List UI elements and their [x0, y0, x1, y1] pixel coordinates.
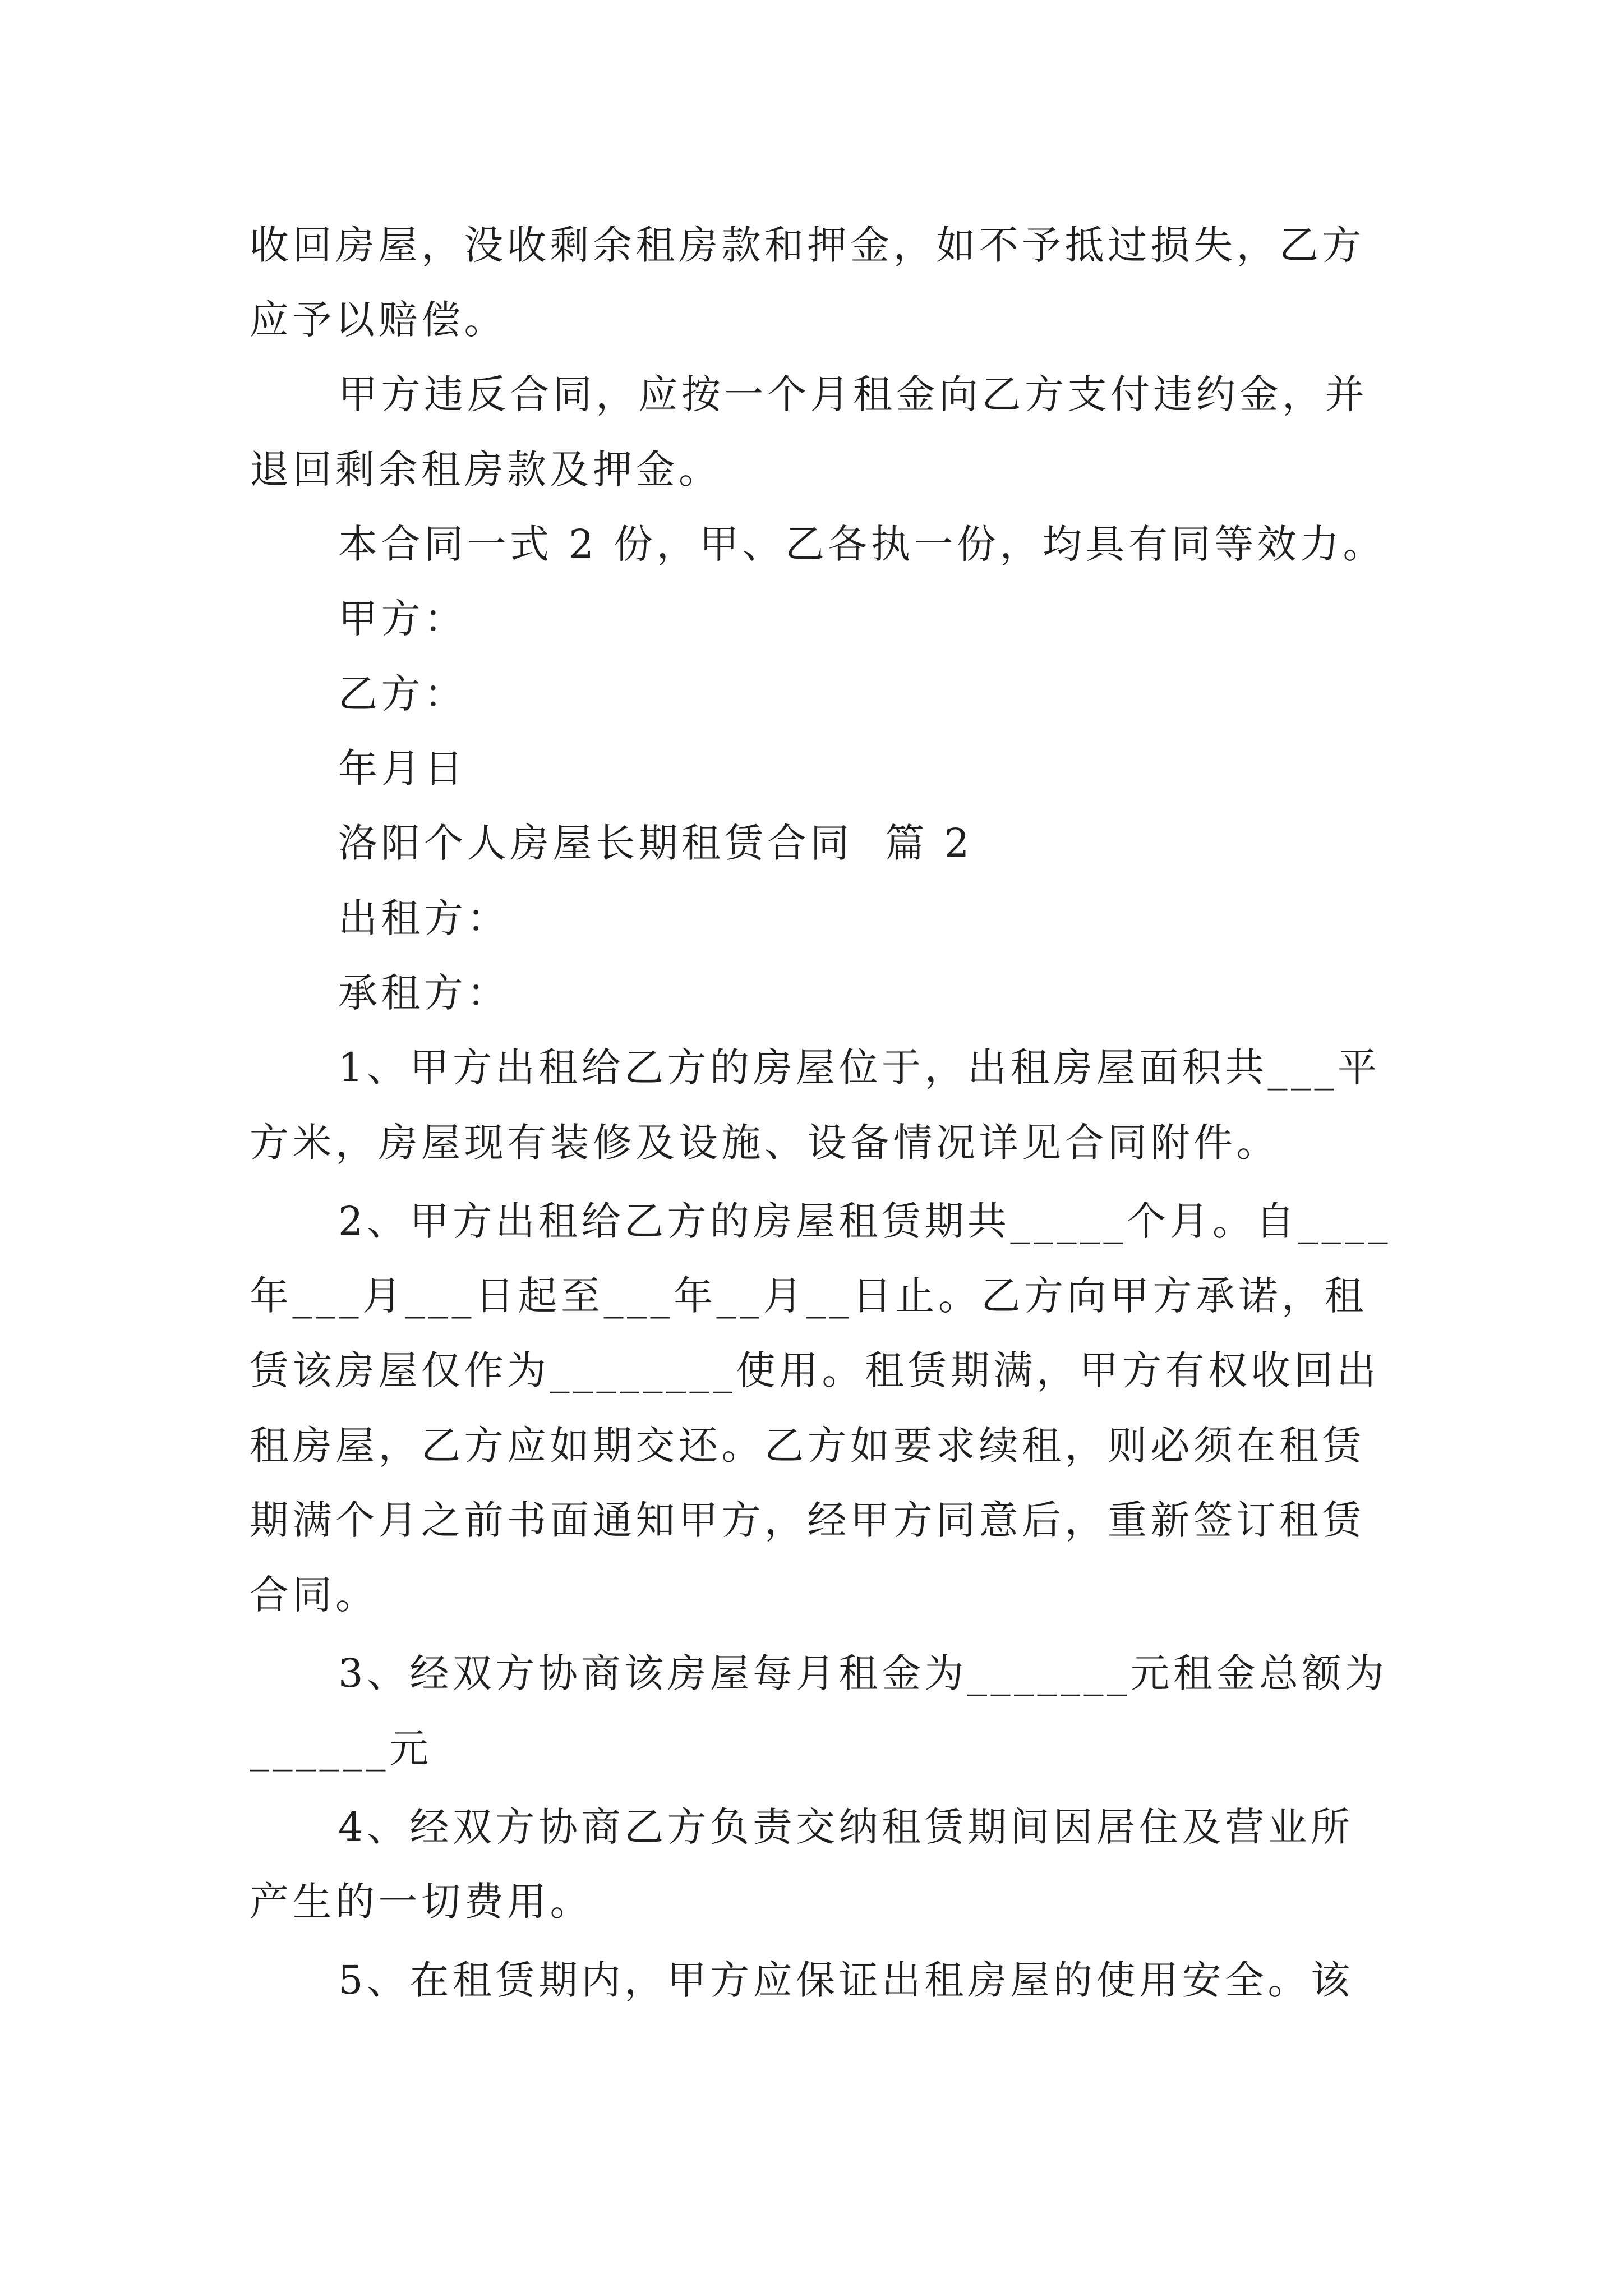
clause-5-line: 5、在租赁期内，甲方应保证出租房屋的使用安全。该: [338, 1957, 1354, 2003]
clause-2-line: 合同。: [250, 1572, 379, 1618]
text-line: 应予以赔偿。: [250, 297, 507, 343]
party-b-label: 乙方：: [338, 671, 467, 717]
party-a-label: 甲方：: [338, 596, 467, 642]
clause-2-line: 年___月___日起至___年__月__日止。乙方向甲方承诺，租: [250, 1273, 1367, 1319]
text-line: 甲方违反合同，应按一个月租金向乙方支付违约金，并: [338, 371, 1368, 417]
clause-3-line: ______元: [250, 1726, 432, 1772]
text-line: 退回剩余租房款及押金。: [250, 447, 722, 493]
text-line: 收回房屋，没收剩余租房款和押金，如不予抵过损失，乙方: [250, 222, 1365, 268]
date-label: 年月日: [338, 746, 467, 792]
lessee-label: 承租方：: [338, 970, 510, 1016]
clause-2-line: 赁该房屋仅作为________使用。租赁期满，甲方有权收回出: [250, 1347, 1380, 1393]
clause-2-line: 2、甲方出租给乙方的房屋租赁期共_____个月。自____: [338, 1198, 1392, 1244]
clause-4-line: 产生的一切费用。: [250, 1879, 593, 1925]
clause-1-line: 方米，房屋现有装修及设施、设备情况详见合同附件。: [250, 1120, 1279, 1166]
clause-1-line: 1、甲方出租给乙方的房屋位于，出租房屋面积共___平: [338, 1045, 1381, 1091]
clause-2-line: 租房屋，乙方应如期交还。乙方如要求续租，则必须在租赁: [250, 1423, 1365, 1469]
lessor-label: 出租方：: [338, 895, 510, 941]
section-title: 洛阳个人房屋长期租赁合同 篇 2: [338, 820, 973, 866]
text-line: 本合同一式 2 份，甲、乙各执一份，均具有同等效力。: [338, 521, 1386, 567]
clause-3-line: 3、经双方协商该房屋每月租金为_______元租金总额为: [338, 1650, 1388, 1696]
clause-4-line: 4、经双方协商乙方负责交纳租赁期间因居住及营业所: [338, 1804, 1354, 1850]
clause-2-line: 期满个月之前书面通知甲方，经甲方同意后，重新签订租赁: [250, 1497, 1365, 1543]
